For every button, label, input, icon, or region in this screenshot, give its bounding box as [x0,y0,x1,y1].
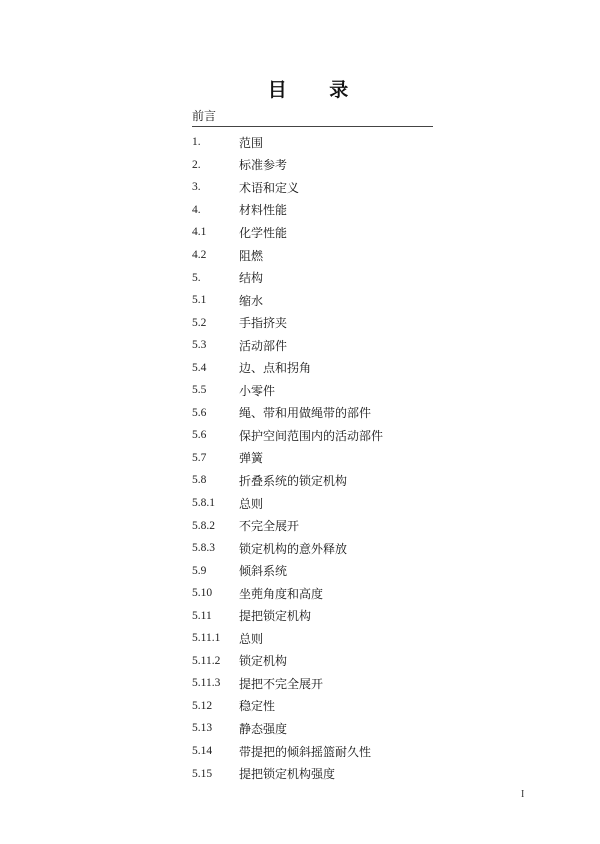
toc-entry [192,650,452,673]
toc-entry-title: 稳定性 [239,699,276,714]
toc-entry-title: 术语和定义 [239,180,300,195]
toc-entry [192,604,452,627]
toc-entry-title: 小零件 [239,383,276,398]
toc-entry-title: 手指挤夹 [239,316,288,331]
toc-entry-title: 提把锁定机构强度 [239,767,336,782]
toc-entry [192,514,452,537]
title-divider [192,126,433,127]
toc-entry-title: 带提把的倾斜摇篮耐久性 [239,744,372,759]
toc-entry-title: 缩水 [239,293,264,308]
toc-entry-number: 5.8 [192,474,207,487]
toc-entry [192,334,452,357]
toc-entry-number: 5.8.3 [192,542,215,555]
toc-entry [192,582,452,605]
toc-entry-title: 倾斜系统 [239,564,288,579]
toc-entry [192,469,452,492]
toc-entry [192,402,452,425]
toc-entry-title: 总则 [239,496,264,511]
toc-entry-number: 4.2 [192,249,207,261]
toc-entry [192,672,452,695]
toc-entry-title: 坐蔸角度和高度 [239,586,324,601]
toc-entry-number: 5.11 [192,609,212,622]
toc-entry-title: 不完全展开 [239,519,300,534]
toc-entry [192,289,452,312]
toc-entry [192,154,452,177]
table-of-contents [192,131,452,785]
toc-entry [192,199,452,222]
toc-entry [192,492,452,515]
toc-entry-title: 阻燃 [239,248,264,263]
toc-entry [192,717,452,740]
toc-entry-title: 弹簧 [239,451,264,466]
toc-entry [192,244,452,267]
toc-entry-number: 2. [192,158,201,171]
toc-entry-number: 5.11.1 [192,632,221,645]
toc-entry-number: 5.10 [192,587,213,600]
toc-entry [192,447,452,470]
toc-entry-title: 总则 [239,631,264,646]
toc-entry-title: 提把锁定机构 [239,609,312,624]
toc-entry [192,740,452,763]
toc-entry-title: 范围 [239,135,264,150]
toc-entry-number: 5.15 [192,767,213,780]
toc-entry-number: 5.2 [192,316,207,329]
page-title: 目 录 [267,79,367,101]
toc-entry-number: 5.11.2 [192,654,221,667]
toc-entry-number: 1. [192,136,201,149]
toc-entry [192,379,452,402]
toc-entry-number: 5.9 [192,564,207,577]
toc-entry-number: 5.12 [192,699,213,712]
toc-entry-number: 5.1 [192,294,207,307]
toc-entry [192,695,452,718]
toc-entry-title: 化学性能 [239,225,288,240]
toc-entry-title: 静态强度 [239,721,288,736]
toc-entry-number: 5.7 [192,451,207,464]
toc-entry [192,311,452,334]
toc-entry [192,424,452,447]
page-number: I [521,789,525,800]
toc-entry-number: 5.13 [192,722,213,735]
toc-entry-number: 5.14 [192,745,213,758]
toc-entry-number: 5.6 [192,406,207,419]
toc-entry [192,356,452,379]
toc-entry [192,266,452,289]
toc-entry-number: 5.6 [192,429,207,442]
toc-entry [192,762,452,785]
toc-entry-number: 4. [192,203,201,216]
toc-entry-title: 提把不完全展开 [239,676,324,691]
toc-entry-number: 5.3 [192,339,207,352]
toc-entry-number: 3. [192,181,201,194]
toc-entry [192,627,452,650]
toc-entry-number: 5.4 [192,361,207,374]
toc-entry-number: 4.1 [192,226,207,239]
toc-entry [192,131,452,154]
toc-entry-number: 5.8.1 [192,497,215,510]
toc-entry-number: 5.11.3 [192,677,221,690]
toc-entry [192,221,452,244]
toc-entry-title: 活动部件 [239,338,288,353]
toc-entry [192,176,452,199]
toc-entry-title: 材料性能 [239,203,288,218]
toc-entry-number: 5.8.2 [192,519,215,532]
toc-entry [192,559,452,582]
toc-entry-title: 绳、带和用做绳带的部件 [239,406,372,421]
toc-entry-title: 标准参考 [239,158,288,173]
toc-entry-title: 锁定机构的意外释放 [239,541,348,556]
toc-entry-title: 折叠系统的锁定机构 [239,473,348,488]
toc-entry-title: 结构 [239,271,264,286]
toc-entry-title: 保护空间范围内的活动部件 [239,428,384,443]
toc-entry-title: 锁定机构 [239,654,288,669]
preface-label: 前言 [192,109,217,123]
toc-entry-number: 5. [192,271,201,284]
toc-entry-title: 边、点和拐角 [239,361,312,376]
toc-entry [192,537,452,560]
toc-entry-number: 5.5 [192,384,207,397]
